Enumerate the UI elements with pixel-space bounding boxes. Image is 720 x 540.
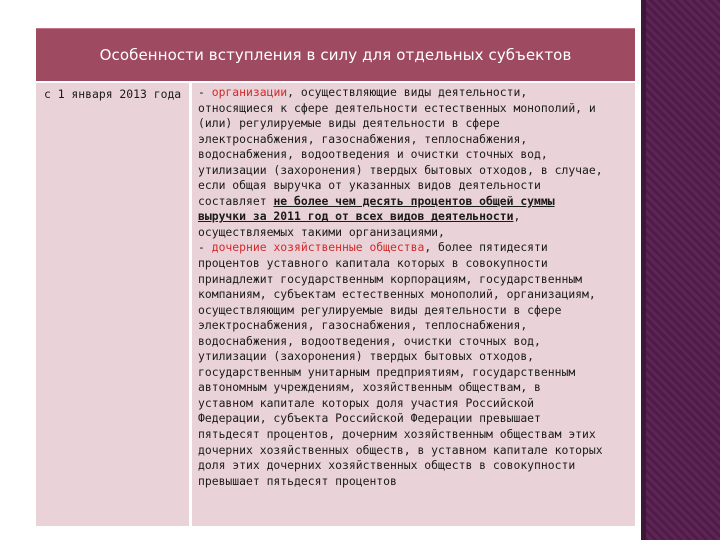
- line-text: электроснабжения, газоснабжения, теплоснабжения,: [198, 131, 528, 146]
- description-line: [198, 194, 633, 210]
- description-line: [198, 240, 633, 256]
- table-row: [36, 83, 635, 526]
- description-line: [198, 209, 633, 225]
- line-text: (или) регулируемые виды деятельности в сфере: [198, 116, 500, 131]
- description-line: [198, 225, 633, 241]
- description-line: [198, 427, 633, 443]
- line-text: пятьдесят процентов, дочерним хозяйственным обществам этих: [198, 427, 596, 442]
- line-text: компаниям, субъектам естественных монополий, организациям,: [198, 287, 596, 302]
- line-text: доля этих дочерних хозяйственных обществ в совокупности: [198, 458, 576, 473]
- line-text: -: [198, 85, 212, 99]
- line-text: автономным учреждениям, хозяйственным обществам, в: [198, 380, 541, 395]
- description-line: [198, 365, 633, 381]
- description-line: [198, 303, 633, 319]
- highlighted-term: организации: [211, 85, 288, 99]
- description-line: [198, 443, 633, 459]
- line-text: водоснабжения, водоотведения и очистки сточных вод,: [198, 147, 548, 162]
- description-line: [198, 163, 633, 179]
- line-text: , осуществляющие виды деятельности,: [287, 85, 528, 99]
- line-text: , более пятидесяти: [424, 240, 548, 255]
- description-line: [198, 380, 633, 396]
- line-text: превышает пятьдесят процентов: [198, 473, 397, 488]
- description-line: [198, 411, 633, 427]
- side-strip-edge: [641, 0, 646, 540]
- table-header: Особенности вступления в силу для отдельных субъектов: [36, 28, 635, 81]
- line-text: электроснабжения, газоснабжения, теплоснабжения,: [198, 318, 528, 333]
- line-text: -: [198, 240, 212, 255]
- line-text: осуществляемых такими организациями,: [198, 224, 445, 239]
- line-text: водоснабжения, водоотведения, очистки сточных вод,: [198, 333, 541, 348]
- line-text: процентов уставного капитала которых в совокупности: [198, 256, 548, 271]
- description-line: [198, 318, 633, 334]
- line-text: относящиеся к сфере деятельности естественных монополий, и: [198, 100, 596, 115]
- description-line: [198, 334, 633, 350]
- description-line: [198, 101, 633, 117]
- description-line: [198, 458, 633, 474]
- description-line: [198, 116, 633, 132]
- line-text: государственным унитарным предприятиям, государственным: [198, 364, 576, 379]
- line-text: принадлежит государственным корпорациям, государственным: [198, 271, 583, 286]
- date-cell: [36, 83, 189, 526]
- line-text: утилизации (захоронения) твердых бытовых отходов, в случае,: [198, 162, 603, 177]
- line-text: составляет: [198, 193, 274, 208]
- line-text: уставном капитале которых доля участия Российской: [198, 395, 535, 410]
- description-line: [198, 256, 633, 272]
- description-cell: [192, 83, 635, 526]
- description-line: [198, 272, 633, 288]
- effective-date: с 1 января 2013 года: [44, 87, 182, 101]
- emphasized-condition: выручки за 2011 год от всех видов деятельности: [198, 209, 514, 224]
- line-text: осуществляющим регулируемые виды деятельности в сфере: [198, 302, 562, 317]
- emphasized-condition: не более чем десять процентов общей суммы: [273, 193, 555, 208]
- description-line: [198, 132, 633, 148]
- line-text: если общая выручка от указанных видов деятельности: [198, 178, 541, 193]
- description-line: [198, 147, 633, 163]
- description-line: [198, 396, 633, 412]
- description-text: [198, 85, 633, 489]
- line-text: ,: [513, 209, 521, 224]
- line-text: утилизации (захоронения) твердых бытовых отходов,: [198, 349, 535, 364]
- description-line: [198, 287, 633, 303]
- decorative-side-strip: [641, 0, 720, 540]
- highlighted-term: дочерние хозяйственные общества: [211, 240, 425, 255]
- description-line: [198, 178, 633, 194]
- description-line: [198, 474, 633, 490]
- line-text: Федерации, субъекта Российской Федерации превышает: [198, 411, 541, 426]
- line-text: дочерних хозяйственных обществ, в уставном капитале которых: [198, 442, 603, 457]
- description-line: [198, 349, 633, 365]
- description-line: [198, 85, 633, 101]
